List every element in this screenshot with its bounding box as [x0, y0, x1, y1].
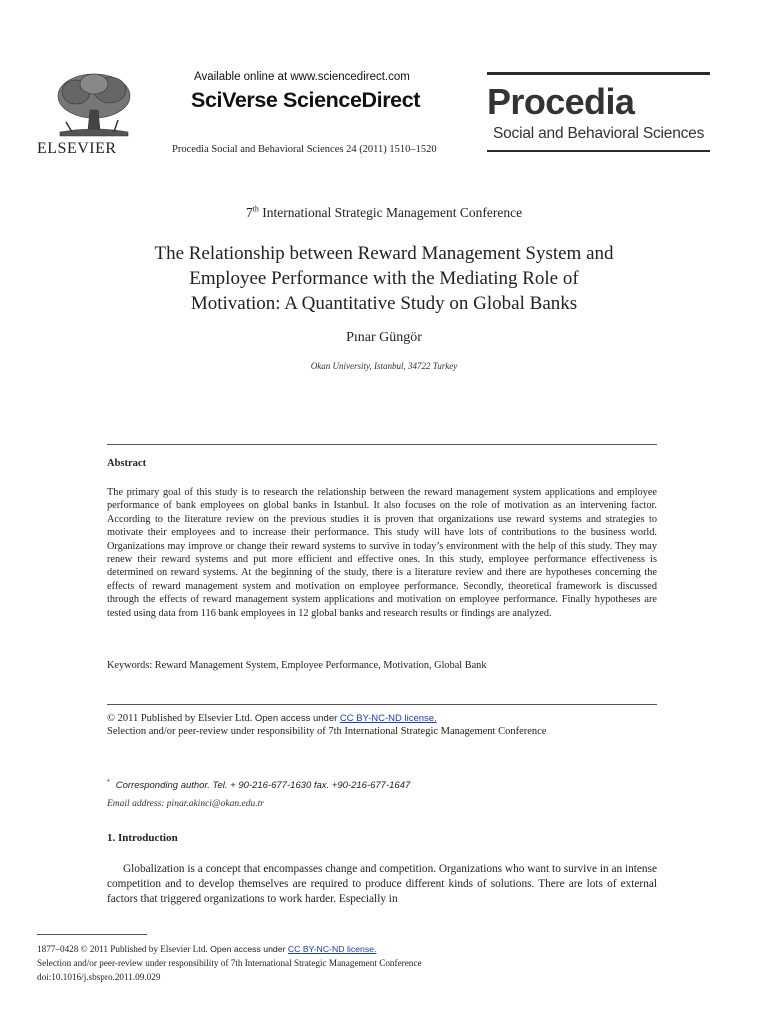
- keywords: Keywords: Reward Management System, Employee Performance, Motivation, Global Bank: [107, 660, 487, 671]
- conference-title: International Strategic Management Conference: [258, 205, 523, 220]
- email-address: Email address: pinar.akinci@okan.edu.tr: [107, 799, 264, 809]
- abstract-text: The primary goal of this study is to research the relationship between the reward management system applications and employee performance of bank employees on global banks in Istanbul. It also focuses on the role of motivation as an intervening factor. According to the literature review on the previous studies it is proven that organizations use reward systems and strategies to motivate their employees and to increase their performance. This study will have lots of contributions to the business world. Organizations may improve or change their reward systems to survive in today’s environment with the help of this study. They may renew their reward systems and put more efficient and effective ones. In this study, employee performance effectiveness is determined on reward systems. At the beginning of the study, there is a literature review and there are hypotheses concerning the effects of reward management system and motivation on employee performance. Secondly, theoretical framework is discussed through the effects of reward management system applications and motivation on employee performance. Finally hypotheses are tested using data from 116 bank employees in 12 global banks and research results or findings are analyzed.: [107, 487, 657, 619]
- copyright-line: [107, 713, 437, 724]
- title-line: Employee Performance with the Mediating Role of: [189, 268, 579, 289]
- platform-name: SciVerse ScienceDirect: [191, 88, 421, 112]
- introduction-text: Globalization is a concept that encompasses change and competition. Organizations who want to survive in an intense competition and to develop themselves are required to produce different kinds of solutions. There are lots of external factors that triggered organizations to work harder. Especially in: [107, 863, 657, 905]
- journal-brand: Procedia: [487, 81, 635, 122]
- journal-brand-bottom-rule: [487, 150, 710, 152]
- peer-review-statement: Selection and/or peer-review under responsibility of 7th International Strategic Management Conference: [107, 726, 547, 737]
- journal-subtitle: Social and Behavioral Sciences: [493, 125, 705, 142]
- footer-copyright-line: [37, 944, 376, 954]
- footer-peer-review: Selection and/or peer-review under responsibility of 7th International Strategic Management Conference: [37, 958, 422, 968]
- footnote-marker: *: [107, 779, 110, 786]
- footer-issn-copyright: 1877–0428 © 2011 Published by Elsevier Ltd.: [37, 944, 208, 954]
- publisher-name: ELSEVIER: [37, 140, 117, 157]
- journal-brand-top-rule: [487, 72, 710, 75]
- title-line: The Relationship between Reward Management System and: [154, 243, 614, 264]
- author-name: Pınar Güngör: [346, 330, 422, 345]
- open-access-text: Open access under: [252, 713, 340, 724]
- abstract-bottom-rule: [107, 704, 657, 705]
- abstract-top-rule: [107, 444, 657, 445]
- journal-reference: Procedia Social and Behavioral Sciences 24 (2011) 1510–1520: [172, 144, 437, 155]
- author-affiliation: Okan University, Istanbul, 34722 Turkey: [310, 361, 458, 371]
- footer-open-access-text: Open access under: [207, 944, 288, 954]
- available-online-text: Available online at www.sciencedirect.com: [194, 71, 410, 83]
- conference-ordinal: 7: [245, 205, 253, 220]
- title-line: Motivation: A Quantitative Study on Global Banks: [190, 293, 578, 314]
- license-link[interactable]: CC BY-NC-ND license.: [339, 713, 437, 724]
- footer-license-link[interactable]: CC BY-NC-ND license.: [287, 944, 377, 954]
- corresponding-author-text: Corresponding author. Tel. + 90-216-677-1630 fax. +90-216-677-1647: [115, 780, 411, 792]
- corresponding-author: [107, 779, 410, 791]
- conference-ordinal-suffix: th: [252, 204, 259, 214]
- abstract-heading: Abstract: [107, 458, 147, 469]
- article-title: [100, 241, 668, 316]
- section-heading: 1. Introduction: [107, 832, 178, 844]
- footer-doi[interactable]: doi:10.1016/j.sbspro.2011.09.029: [37, 972, 161, 982]
- conference-name: [0, 205, 768, 221]
- copyright-text: © 2011 Published by Elsevier Ltd.: [107, 713, 253, 724]
- footer-rule: [37, 934, 147, 935]
